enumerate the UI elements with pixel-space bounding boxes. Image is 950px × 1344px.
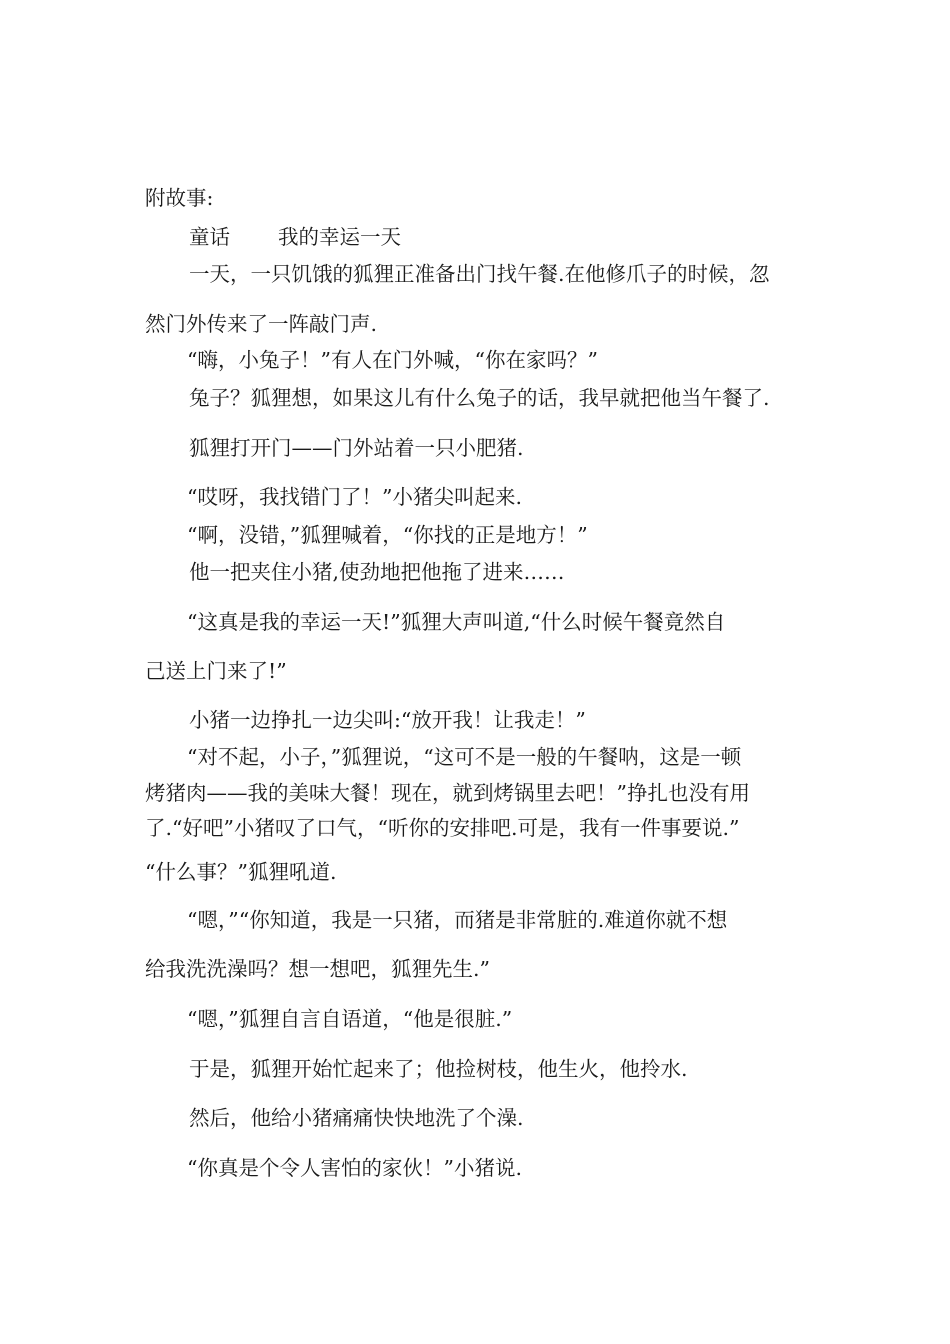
paragraph-line: 己送上门来了!”: [145, 659, 287, 683]
paragraph-line: “嗯，”狐狸自言自语道，“他是很脏.”: [187, 1007, 513, 1031]
paragraph-line: 烤猪肉——我的美味大餐！现在，就到烤锅里去吧！”挣扎也没有用: [145, 781, 750, 805]
paragraph-line: 兔子？狐狸想，如果这儿有什么兔子的话，我早就把他当午餐了.: [189, 386, 770, 410]
paragraph-line: “这真是我的幸运一天!”狐狸大声叫道,“什么时候午餐竟然自: [187, 610, 726, 634]
paragraph-line: “什么事？”狐狸吼道.: [145, 860, 337, 884]
paragraph-line: 小猪一边挣扎一边尖叫:“放开我！让我走！”: [189, 708, 586, 732]
paragraph-line: 狐狸打开门——门外站着一只小肥猪.: [189, 436, 524, 460]
story-title: 我的幸运一天: [278, 225, 401, 249]
paragraph-line: “嗨，小兔子！”有人在门外喊，“你在家吗？”: [187, 348, 598, 372]
paragraph-line: “哎呀，我找错门了！”小猪尖叫起来.: [187, 485, 522, 509]
paragraph-line: “啊，没错，”狐狸喊着，“你找的正是地方！”: [187, 523, 588, 547]
paragraph-line: 了.“好吧”小猪叹了口气，“听你的安排吧.可是，我有一件事要说.”: [145, 816, 740, 840]
story-genre: 童话: [189, 225, 230, 249]
paragraph-line: “对不起，小子，”狐狸说，“这可不是一般的午餐呐，这是一顿: [187, 745, 742, 769]
paragraph-line: 然门外传来了一阵敲门声.: [145, 312, 378, 336]
paragraph-line: 一天，一只饥饿的狐狸正准备出门找午餐.在他修爪子的时候，忽: [189, 262, 770, 286]
paragraph-line: 他一把夹住小猪,使劲地把他拖了进来……: [189, 560, 565, 584]
paragraph-line: 然后，他给小猪痛痛快快地洗了个澡.: [189, 1106, 524, 1130]
section-heading: 附故事:: [145, 186, 214, 210]
paragraph-line: “你真是个令人害怕的家伙！”小猪说.: [187, 1156, 522, 1180]
paragraph-line: 给我洗洗澡吗？想一想吧，狐狸先生.”: [145, 957, 490, 981]
paragraph-line: “嗯，”“你知道，我是一只猪，而猪是非常脏的.难道你就不想: [187, 908, 728, 932]
story-title-line: [189, 224, 401, 250]
paragraph-line: 于是，狐狸开始忙起来了；他捡树枝，他生火，他拎水.: [189, 1057, 688, 1081]
